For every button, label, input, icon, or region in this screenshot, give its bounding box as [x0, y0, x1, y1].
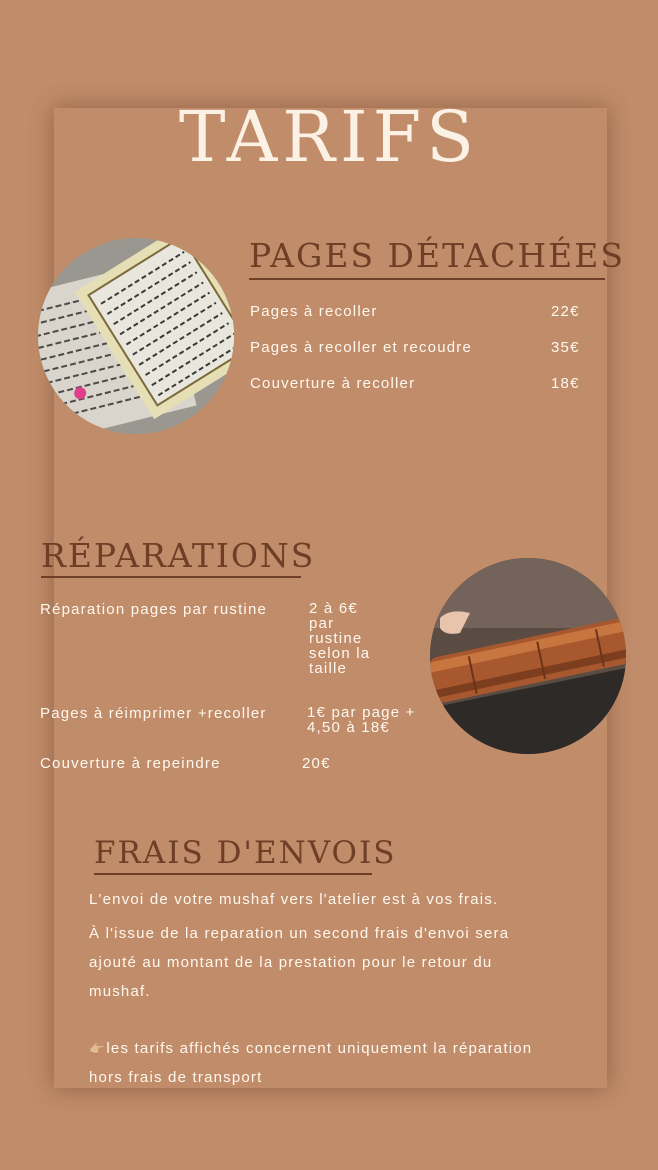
- repairs-row-1-price-line: rustine: [309, 630, 363, 647]
- pages-row-2-label: Pages à recoller et recoudre: [250, 339, 473, 356]
- quran-pages-photo: [38, 238, 234, 434]
- shipping-note-text: les tarifs affichés concernent uniquement la réparation: [106, 1040, 533, 1057]
- section-repairs-heading: RÉPARATIONS: [41, 536, 316, 575]
- section-pages-divider: [249, 278, 605, 280]
- shipping-note-line-1: [89, 1040, 532, 1057]
- repairs-row-3-label: Couverture à repeindre: [40, 755, 221, 772]
- page-title: TARIFS: [178, 96, 480, 178]
- repairs-row-1-price-line: taille: [309, 660, 348, 677]
- section-shipping-heading: FRAIS D'ENVOIS: [94, 835, 397, 871]
- pages-row-1-label: Pages à recoller: [250, 303, 378, 320]
- quran-pages-image: [38, 238, 234, 434]
- repairs-row-1-price-line: 2 à 6€: [309, 600, 358, 617]
- repairs-row-1-price: [309, 601, 370, 676]
- shipping-text-line-3: ajouté au montant de la prestation pour le retour du: [89, 954, 493, 971]
- repairs-row-1-label: Réparation pages par rustine: [40, 601, 268, 618]
- shipping-note-line-2: hors frais de transport: [89, 1069, 263, 1086]
- pages-row-1-price: 22€: [551, 303, 580, 320]
- shipping-text-line-1: L'envoi de votre mushaf vers l'atelier est à vos frais.: [89, 891, 499, 908]
- section-shipping-divider: [94, 873, 372, 875]
- old-book-image: [430, 558, 626, 754]
- repairs-row-3-price: 20€: [302, 755, 331, 772]
- pages-row-2-price: 35€: [551, 339, 580, 356]
- pointing-hand-icon: 👉🏼: [89, 1041, 107, 1056]
- repairs-row-2-price-line: 4,50 à 18€: [307, 719, 390, 736]
- shipping-text-line-4: mushaf.: [89, 983, 151, 1000]
- pages-row-3-label: Couverture à recoller: [250, 375, 416, 392]
- repairs-row-2-price-line: 1€ par page +: [307, 704, 416, 721]
- repairs-row-2-price: [307, 705, 416, 735]
- old-book-photo: [430, 558, 626, 754]
- repairs-row-1-price-line: selon la: [309, 645, 371, 662]
- section-pages-heading: PAGES DÉTACHÉES: [249, 236, 625, 275]
- section-repairs-divider: [41, 576, 301, 578]
- pages-row-3-price: 18€: [551, 375, 580, 392]
- repairs-row-2-label: Pages à réimprimer +recoller: [40, 705, 267, 722]
- shipping-text-line-2: À l'issue de la reparation un second frais d'envoi sera: [89, 925, 510, 942]
- repairs-row-1-price-line: par: [309, 615, 335, 632]
